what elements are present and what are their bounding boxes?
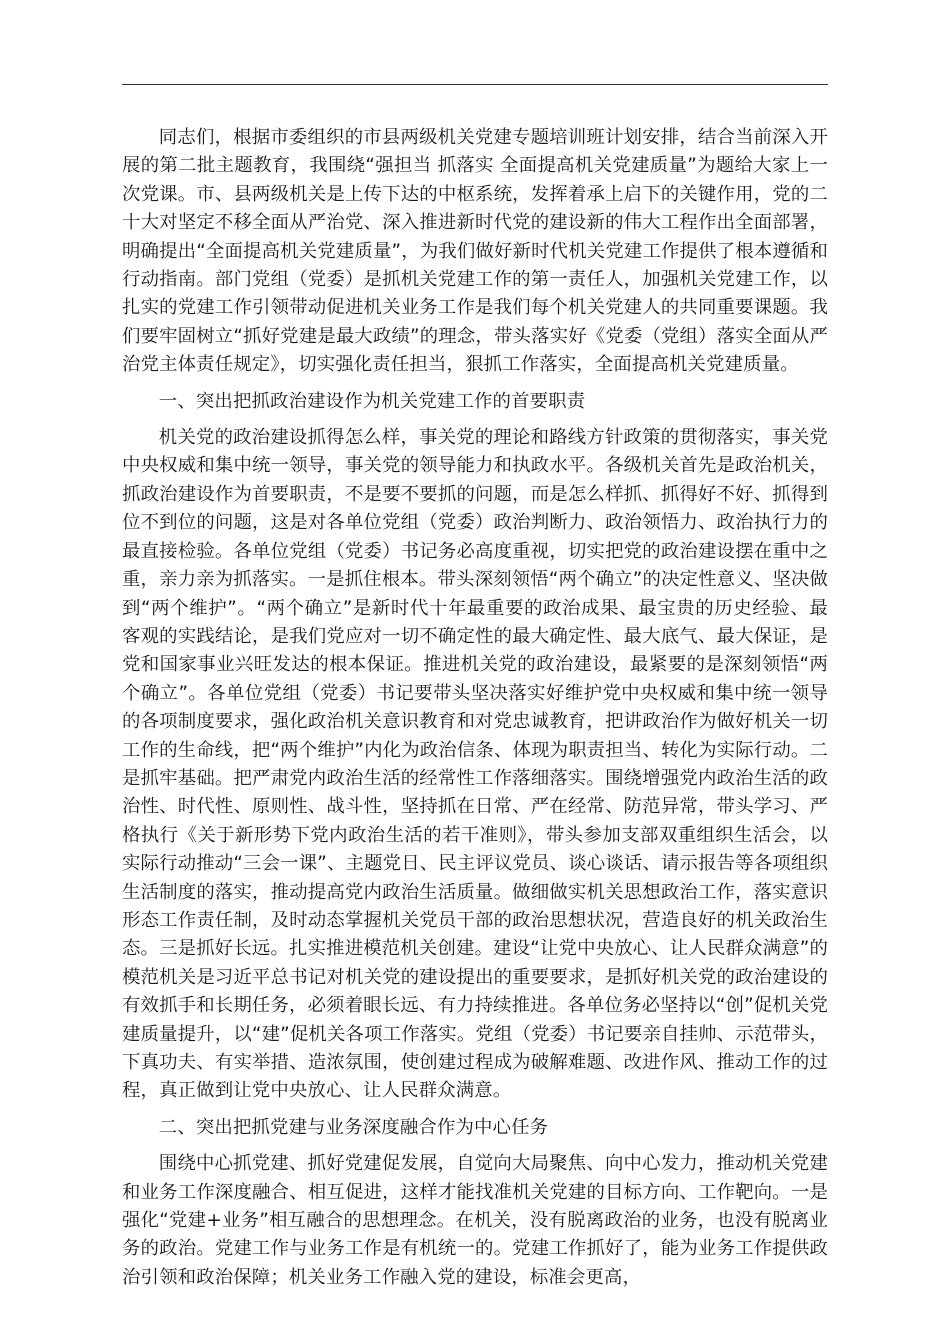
header-rule <box>122 84 828 85</box>
paragraph-section-1: 机关党的政治建设抓得怎么样，事关党的理论和路线方针政策的贯彻落实，事关党中央权威和集中统一领导，事关党的领导能力和执政水平。各级机关首先是政治机关，抓政治建设作为首要职责，不是要不要抓的问题，而是怎么样抓、抓得好不好、抓得到位不到位的问题，这是对各单位党组（党委）政治判断力、政治领悟力、政治执行力的最直接检验。各单位党组（党委）书记务必高度重视，切实把党的政治建设摆在重中之重，亲力亲为抓落实。一是抓住根本。带头深刻领悟“两个确立”的决定性意义、坚决做到“两个维护”。“两个确立”是新时代十年最重要的政治成果、最宝贵的历史经验、最客观的实践结论，是我们党应对一切不确定性的最大确定性、最大底气、最大保证，是党和国家事业兴旺发达的根本保证。推进机关党的政治建设，最紧要的是深刻领悟“两个确立”。各单位党组（党委）书记要带头坚决落实好维护党中央权威和集中统一领导的各项制度要求，强化政治机关意识教育和对党忠诚教育，把讲政治作为做好机关一切工作的生命线，把“两个维护”内化为政治信条、体现为职责担当、转化为实际行动。二是抓牢基础。把严肃党内政治生活的经常性工作落细落实。围绕增强党内政治生活的政治性、时代性、原则性、战斗性，坚持抓在日常、严在经常、防范异常，带头学习、严格执行《关于新形势下党内政治生活的若干准则》，带头参加支部双重组织生活会，以实际行动推动“三会一课”、主题党日、民主评议党员、谈心谈话、请示报告等各项组织生活制度的落实，推动提高党内政治生活质量。做细做实机关思想政治工作，落实意识形态工作责任制，及时动态掌握机关党员干部的政治思想状况，营造良好的机关政治生态。三是抓好长远。扎实推进模范机关创建。建设“让党中央放心、让人民群众满意”的模范机关是习近平总书记对机关党的建设提出的重要要求，是抓好机关党的政治建设的有效抓手和长期任务，必须着眼长远、有力持续推进。各单位务必坚持以“创”促机关党建质量提升，以“建”促机关各项工作落实。党组（党委）书记要亲自挂帅、示范带头，下真功夫、有实举措、造浓氛围，使创建过程成为破解难题、改进作风、推动工作的过程，真正做到让党中央放心、让人民群众满意。 <box>122 427 828 1102</box>
document-body <box>122 124 828 1300</box>
paragraph-section-2: 围绕中心抓党建、抓好党建促发展，自觉向大局聚焦、向中心发力，推动机关党建和业务工作深度融合、相互促进，这样才能找准机关党建的目标方向、工作靶向。一是强化“党建+业务”相互融合的思想理念。在机关，没有脱离政治的业务，也没有脱离业务的政治。党建工作与业务工作是有机统一的。党建工作抓好了，能为业务工作提供政治引领和政治保障；机关业务工作融入党的建设，标准会更高， <box>122 1153 828 1288</box>
paragraph-intro: 同志们，根据市委组织的市县两级机关党建专题培训班计划安排，结合当前深入开展的第二批主题教育，我围绕“强担当 抓落实 全面提高机关党建质量”为题给大家上一次党课。市、县两级机关是上传下达的中枢系统，发挥着承上启下的关键作用，党的二十大对坚定不移全面从严治党、深入推进新时代党的建设新的伟大工程作出全面部署，明确提出“全面提高机关党建质量”，为我们做好新时代机关党建工作提供了根本遵循和行动指南。部门党组（党委）是抓机关党建工作的第一责任人，加强机关党建工作，以扎实的党建工作引领带动促进机关业务工作是我们每个机关党建人的共同重要课题。我们要牢固树立“抓好党建是最大政绩”的理念，带头落实好《党委（党组）落实全面从严治党主体责任规定》，切实强化责任担当，狠抓工作落实，全面提高机关党建质量。 <box>122 127 828 376</box>
section-heading-2: 二、突出把抓党建与业务深度融合作为中心任务 <box>158 1116 549 1138</box>
section-heading-1: 一、突出把抓政治建设作为机关党建工作的首要职责 <box>158 390 586 412</box>
